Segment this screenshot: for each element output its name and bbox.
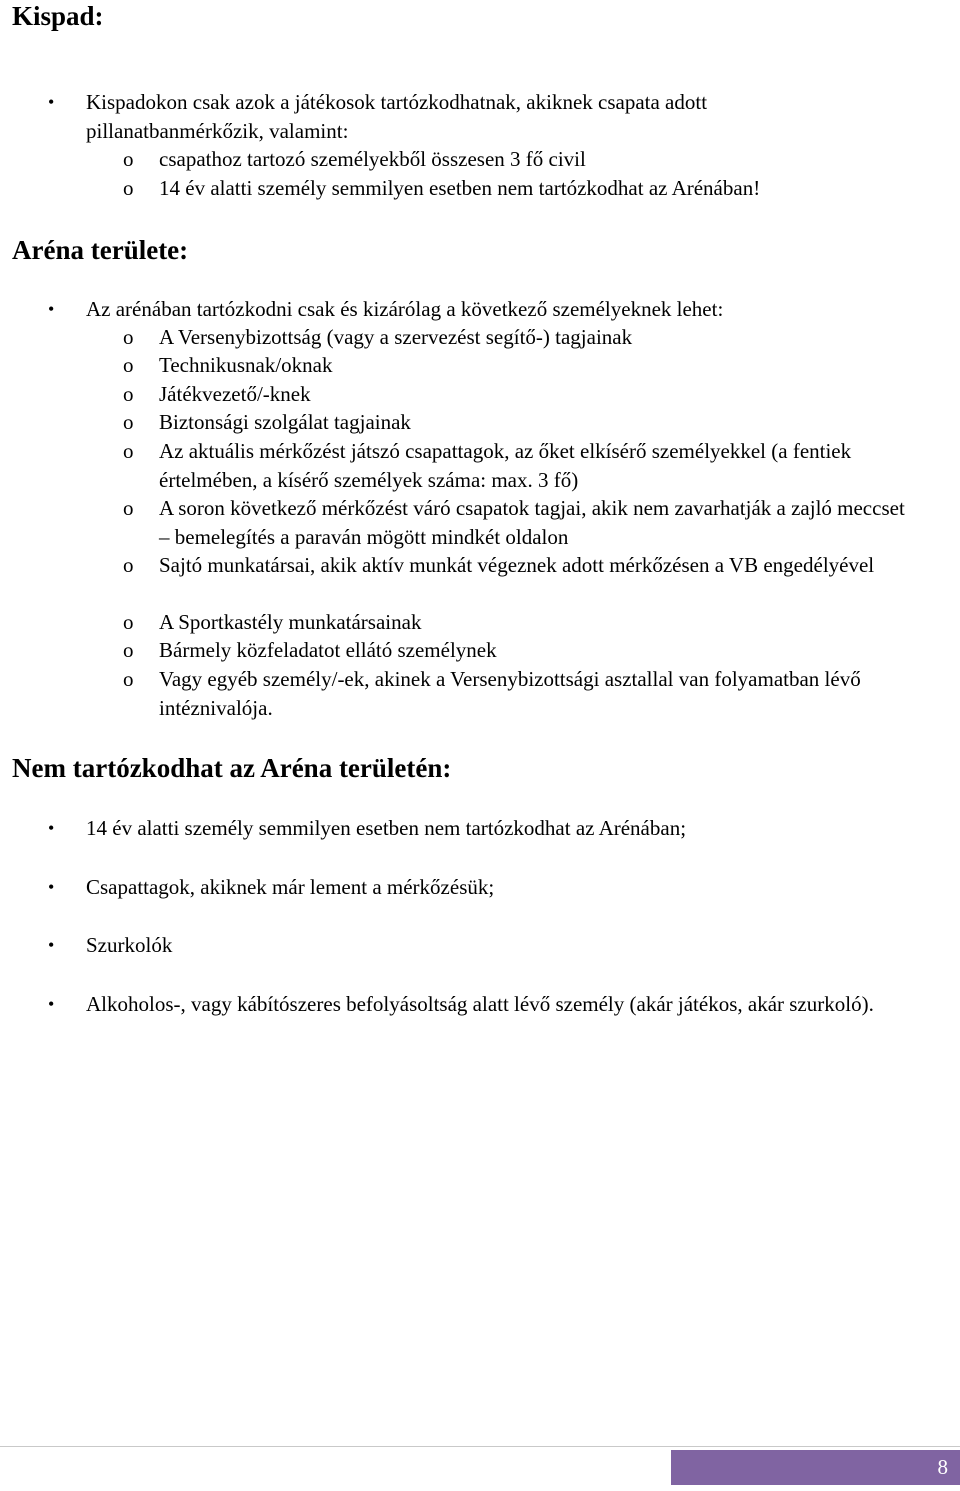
kispad-sub-0: csapathoz tartozó személyekből összesen 3 fő civil xyxy=(159,147,586,171)
page-number: 8 xyxy=(937,1455,948,1479)
footer-page-bar xyxy=(671,1450,960,1485)
bullet-marker: • xyxy=(48,994,55,1014)
heading-nem-tartozkodhat: Nem tartózkodhat az Aréna területén: xyxy=(12,753,452,783)
bullet-marker: • xyxy=(48,92,55,112)
arena-sub-1: Technikusnak/oknak xyxy=(159,353,333,377)
arena-sub-0: A Versenybizottság (vagy a szervezést segítő-) tagjainak xyxy=(159,325,633,349)
sub-marker: o xyxy=(123,147,134,171)
bullet-marker: • xyxy=(48,877,55,897)
arena-sub-4: Az aktuális mérkőzést játszó csapattagok, az őket elkísérő személyekkel (a fentiek értelmében, a kísérő személyek száma: max. 3 fő) xyxy=(159,439,852,492)
sub-marker: o xyxy=(123,382,134,406)
heading-arena: Aréna területe: xyxy=(12,235,189,265)
kispad-bullet-text: Kispadokon csak azok a játékosok tartózkodhatnak, akiknek csapata adott pillanatbanmérkőzik, valamint: xyxy=(86,90,708,143)
nem-bullet-1: Csapattagok, akiknek már lement a mérkőzésük; xyxy=(86,875,495,899)
nem-bullet-2: Szurkolók xyxy=(86,933,173,957)
arena-sub-5: A soron következő mérkőzést váró csapatok tagjai, akik nem zavarhatják a zajló meccset – bemelegítés a paraván mögött mindkét oldalon xyxy=(159,496,905,549)
arena-bullet-text: Az arénában tartózkodni csak és kizárólag a következő személyeknek lehet: xyxy=(86,297,724,321)
sub-marker: o xyxy=(123,325,134,349)
bullet-marker: • xyxy=(48,818,55,838)
sub-marker: o xyxy=(123,176,134,200)
bullet-marker: • xyxy=(48,935,55,955)
sub-marker: o xyxy=(123,496,134,520)
sub-marker: o xyxy=(123,410,134,434)
sub-marker: o xyxy=(123,638,134,662)
footer-divider xyxy=(0,1446,960,1447)
sub-marker: o xyxy=(123,439,134,463)
sub-marker: o xyxy=(123,667,134,691)
arena-sub-2: Játékvezető/-knek xyxy=(159,382,311,406)
bullet-marker: • xyxy=(48,299,55,319)
arena-sub-9: Vagy egyéb személy/-ek, akinek a Versenybizottsági asztallal van folyamatban lévő intéznivalója. xyxy=(159,667,861,720)
arena-sub-7: A Sportkastély munkatársainak xyxy=(159,610,422,634)
arena-sub-8: Bármely közfeladatot ellátó személynek xyxy=(159,638,497,662)
arena-sub-6: Sajtó munkatársai, akik aktív munkát végeznek adott mérkőzésen a VB engedélyével xyxy=(159,553,875,577)
kispad-sub-1: 14 év alatti személy semmilyen esetben nem tartózkodhat az Arénában! xyxy=(159,176,761,200)
nem-bullet-3: Alkoholos-, vagy kábítószeres befolyásoltság alatt lévő személy (akár játékos, akár szurkoló). xyxy=(86,992,874,1016)
sub-marker: o xyxy=(123,353,134,377)
arena-sub-3: Biztonsági szolgálat tagjainak xyxy=(159,410,411,434)
sub-marker: o xyxy=(123,553,134,577)
heading-kispad: Kispad: xyxy=(12,1,104,31)
sub-marker: o xyxy=(123,610,134,634)
nem-bullet-0: 14 év alatti személy semmilyen esetben nem tartózkodhat az Arénában; xyxy=(86,816,687,840)
